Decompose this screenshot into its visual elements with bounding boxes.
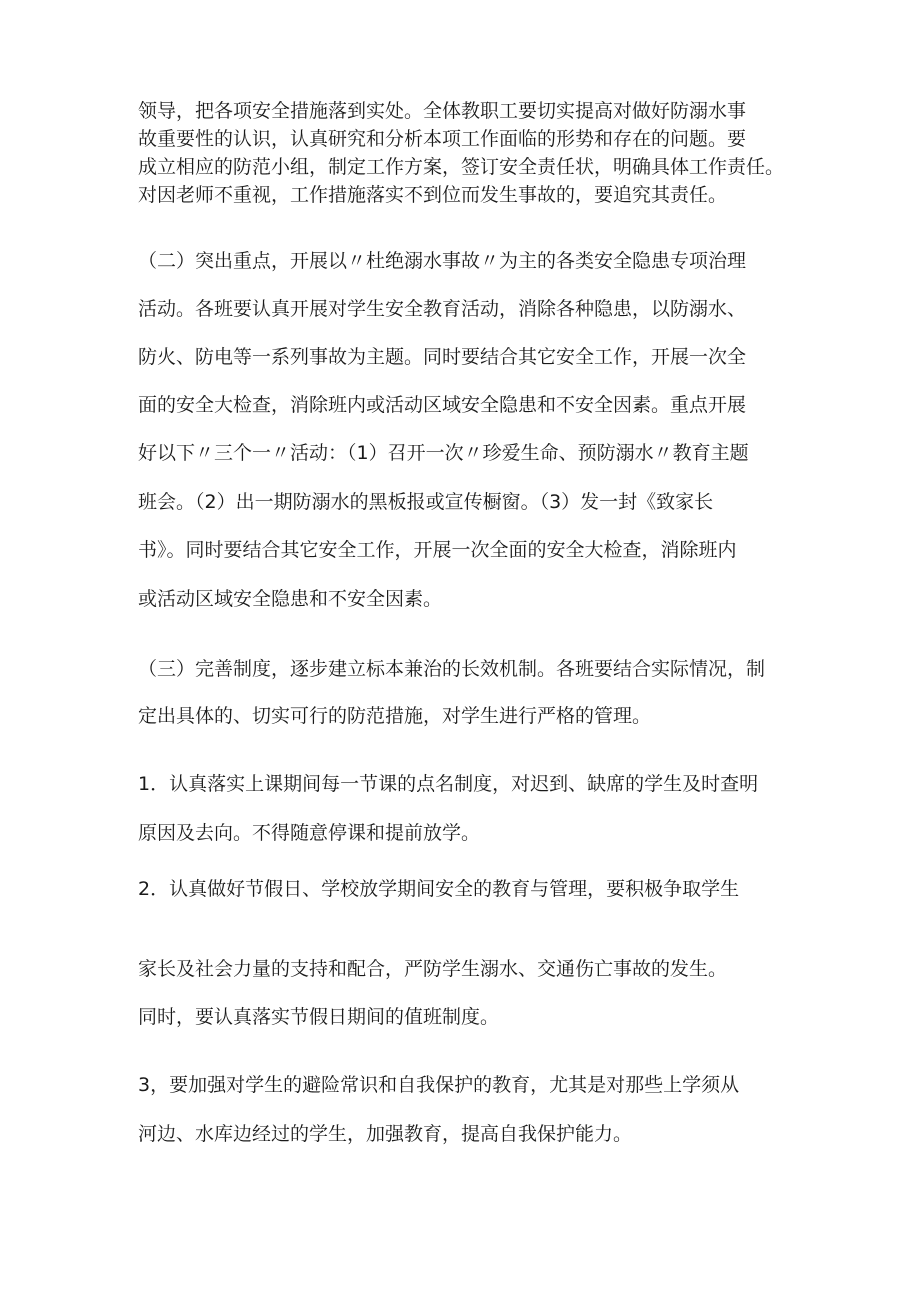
text-line: 成立相应的防范小组，制定工作方案，签订安全责任状，明确具体工作责任。 bbox=[138, 156, 785, 178]
text-line: 河边、水库边经过的学生，加强教育，提高自我保护能力。 bbox=[138, 1123, 633, 1145]
text-line: （二）突出重点，开展以〃杜绝溺水事故〃为主的各类安全隐患专项治理 bbox=[138, 250, 747, 272]
text-line: 定出具体的、切实可行的防范措施，对学生进行严格的管理。 bbox=[138, 705, 652, 727]
text-line: 同时，要认真落实节假日期间的值班制度。 bbox=[138, 1006, 500, 1028]
text-line: 原因及去向。不得随意停课和提前放学。 bbox=[138, 822, 481, 844]
text-line: 对因老师不重视，工作措施落实不到位而发生事故的，要追究其责任。 bbox=[138, 184, 728, 206]
text-line: 2．认真做好节假日、学校放学期间安全的教育与管理，要积极争取学生 bbox=[138, 878, 740, 900]
text-line: （三）完善制度，逐步建立标本兼治的长效机制。各班要结合实际情况，制 bbox=[138, 658, 766, 680]
text-line: 书》。同时要结合其它安全工作，开展一次全面的安全大检查，消除班内 bbox=[138, 539, 737, 561]
text-line: 3，要加强对学生的避险常识和自我保护的教育，尤其是对那些上学须从 bbox=[138, 1074, 740, 1096]
text-line: 家长及社会力量的支持和配合，严防学生溺水、交通伤亡事故的发生。 bbox=[138, 958, 728, 980]
text-line: 或活动区域安全隐患和不安全因素。 bbox=[138, 588, 443, 610]
text-line: 面的安全大检查，消除班内或活动区域安全隐患和不安全因素。重点开展 bbox=[138, 394, 747, 416]
text-line: 防火、防电等一系列事故为主题。同时要结合其它安全工作，开展一次全 bbox=[138, 346, 747, 368]
text-line: 领导，把各项安全措施落到实处。全体教职工要切实提高对做好防溺水事 bbox=[138, 100, 747, 122]
text-line: 班会。（2）出一期防溺水的黑板报或宣传橱窗。（3）发一封《致家长 bbox=[138, 491, 714, 513]
text-line: 活动。各班要认真开展对学生安全教育活动，消除各种隐患，以防溺水、 bbox=[138, 298, 747, 320]
text-line: 1．认真落实上课期间每一节课的点名制度，对迟到、缺席的学生及时查明 bbox=[138, 773, 759, 795]
text-line: 好以下〃三个一〃活动：（1）召开一次〃珍爱生命、预防溺水〃教育主题 bbox=[138, 442, 749, 464]
text-line: 故重要性的认识，认真研究和分析本项工作面临的形势和存在的问题。要 bbox=[138, 128, 747, 150]
